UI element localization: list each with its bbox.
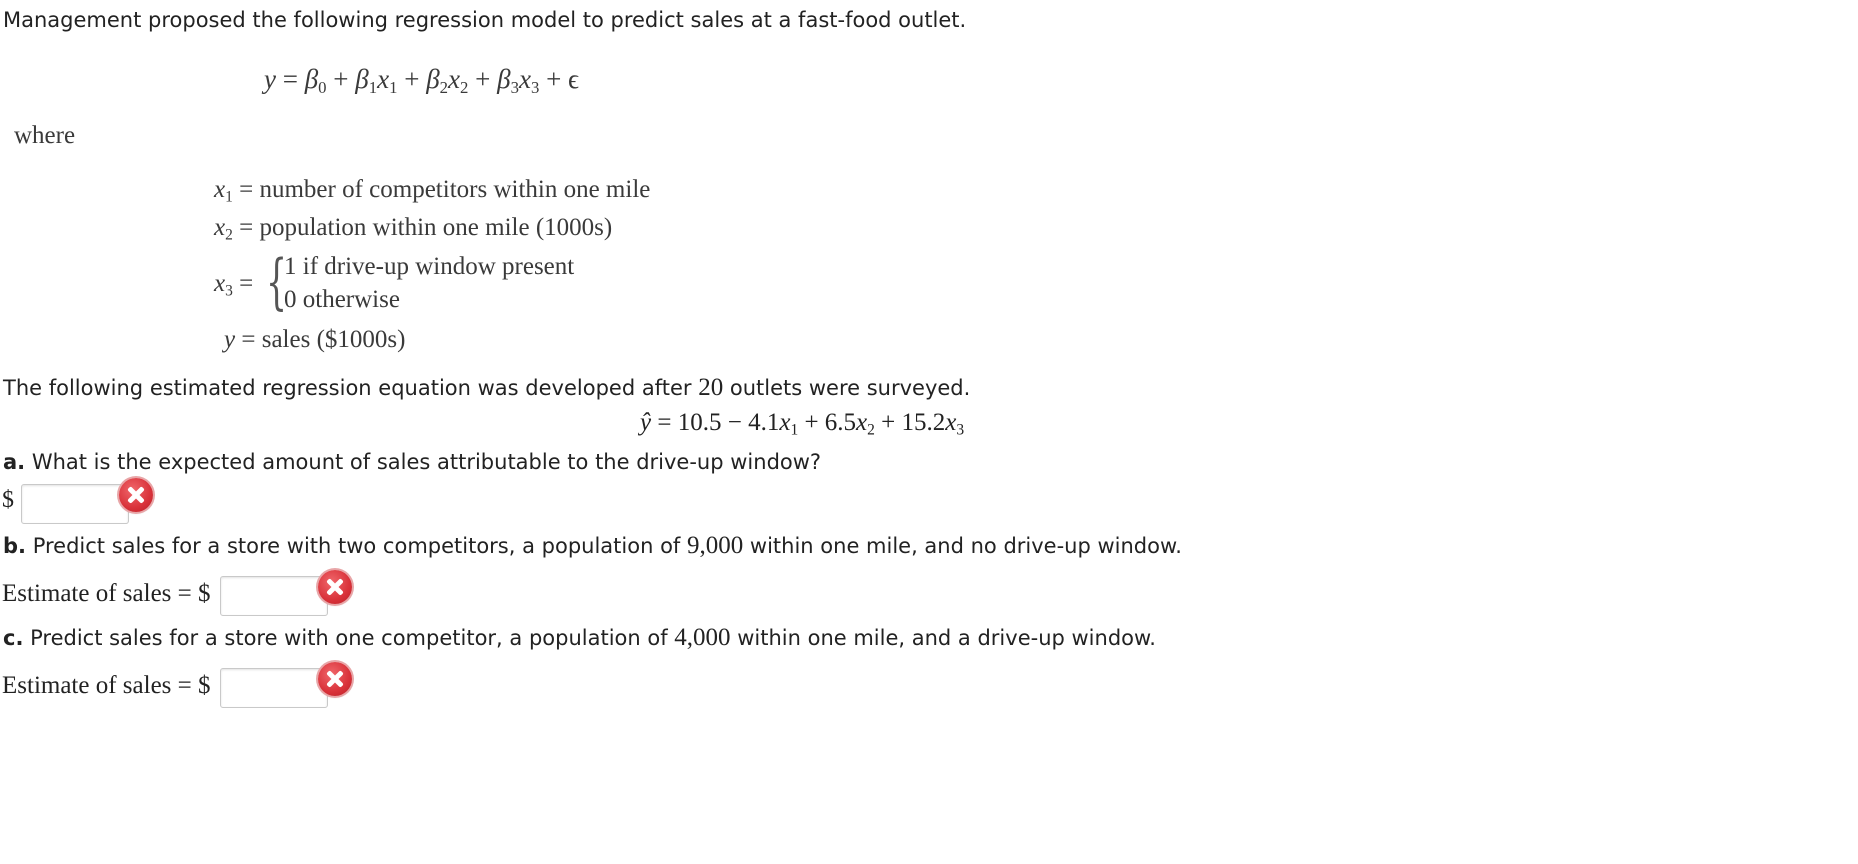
model-x1-sub: 1 xyxy=(389,78,398,98)
def-x3-sub: 3 xyxy=(225,282,233,300)
where-label: where xyxy=(14,122,76,149)
model-beta0: β xyxy=(304,64,319,94)
incorrect-x-icon xyxy=(318,570,352,604)
part-a-question xyxy=(3,450,821,474)
model-beta3: β xyxy=(497,64,511,94)
part-b-estimate-label: Estimate of sales xyxy=(2,580,172,607)
part-c-currency: $ xyxy=(198,672,211,699)
part-a-text: What is the expected amount of sales attributable to the drive-up window? xyxy=(25,450,822,474)
estimated-text-before: The following estimated regression equation was developed after xyxy=(3,376,699,400)
est-plus2: + xyxy=(881,409,896,436)
model-y: y xyxy=(264,64,276,94)
def-x1-eq: = xyxy=(239,176,254,203)
model-plus: + xyxy=(404,64,420,94)
def-x1-var: x xyxy=(214,176,226,203)
model-beta3-sub: 3 xyxy=(510,78,519,98)
def-x3-var: x xyxy=(214,270,226,297)
part-a-currency: $ xyxy=(2,487,14,513)
def-x2-var: x xyxy=(214,214,226,241)
est-c0: 10.5 xyxy=(677,409,722,436)
est-x3: x xyxy=(945,409,957,436)
definition-y xyxy=(224,326,405,354)
estimated-n: 20 xyxy=(698,374,724,401)
est-c1: 4.1 xyxy=(748,409,780,436)
part-c-text2: within one mile, and a drive-up window. xyxy=(730,626,1156,650)
def-y-var: y xyxy=(224,326,236,353)
incorrect-x-icon xyxy=(318,662,352,696)
model-x1: x xyxy=(377,64,390,94)
model-plus: + xyxy=(333,64,349,94)
est-x1-sub: 1 xyxy=(790,421,799,439)
part-b-answer-input[interactable] xyxy=(220,576,328,616)
model-beta2: β xyxy=(426,64,440,94)
definition-x1 xyxy=(214,176,650,204)
model-equals: = xyxy=(282,64,298,94)
definition-x2 xyxy=(214,214,612,242)
est-x2-sub: 2 xyxy=(867,421,875,439)
part-a-answer-input[interactable] xyxy=(21,484,129,524)
estimated-equation xyxy=(640,409,964,437)
left-brace-icon: { xyxy=(266,247,288,317)
def-x2-text: population within one mile (1000s) xyxy=(259,214,613,241)
incorrect-x-icon xyxy=(119,478,153,512)
model-x2-sub: 2 xyxy=(460,78,469,98)
est-x1: x xyxy=(779,409,791,436)
model-plus: + xyxy=(475,64,491,94)
model-beta1-sub: 1 xyxy=(368,78,378,98)
part-c-label: c. xyxy=(3,626,24,650)
model-equation xyxy=(264,64,579,98)
estimated-sentence xyxy=(3,374,970,402)
part-b-label: b. xyxy=(3,534,27,558)
part-b-currency: $ xyxy=(198,580,211,607)
model-epsilon: ϵ xyxy=(568,64,579,94)
est-eq: = xyxy=(657,409,672,436)
est-minus: − xyxy=(727,409,742,436)
part-a-label: a. xyxy=(3,450,26,474)
def-x3-case2: 0 otherwise xyxy=(284,286,400,313)
est-c2: 6.5 xyxy=(824,409,857,436)
part-b-population: 9,000 xyxy=(686,532,744,559)
estimated-text-after: outlets were surveyed. xyxy=(723,376,971,400)
def-x2-sub: 2 xyxy=(225,226,233,244)
model-x3-sub: 3 xyxy=(530,78,540,98)
part-c-estimate-row xyxy=(2,672,211,700)
def-x3-case1: 1 if drive-up window present xyxy=(284,253,575,280)
part-b-question xyxy=(3,532,1182,560)
def-x3-eq: = xyxy=(239,270,254,297)
def-x2-eq: = xyxy=(239,214,254,241)
est-yhat: ŷ xyxy=(640,409,652,436)
part-b-eq: = xyxy=(177,580,192,607)
model-beta2-sub: 2 xyxy=(439,78,449,98)
part-b-text1: Predict sales for a store with two competitors, a population of xyxy=(26,534,687,558)
part-b-text2: within one mile, and no drive-up window. xyxy=(743,534,1182,558)
est-c3: 15.2 xyxy=(901,409,946,436)
est-x2: x xyxy=(856,409,868,436)
est-x3-sub: 3 xyxy=(956,421,965,439)
part-b-estimate-row xyxy=(2,580,211,608)
definition-x3 xyxy=(214,270,253,298)
model-beta0-sub: 0 xyxy=(318,78,327,98)
def-y-eq: = xyxy=(241,326,256,353)
part-c-answer-input[interactable] xyxy=(220,668,328,708)
def-y-text: sales ($1000s) xyxy=(261,326,406,353)
model-beta1: β xyxy=(355,64,369,94)
model-x2: x xyxy=(448,64,461,94)
part-c-population: 4,000 xyxy=(674,624,731,651)
intro-text: Management proposed the following regression model to predict sales at a fast-food outlet. xyxy=(3,8,967,32)
def-x1-sub: 1 xyxy=(225,188,233,206)
part-c-eq: = xyxy=(177,672,192,699)
part-c-question xyxy=(3,624,1156,652)
def-x1-text: number of competitors within one mile xyxy=(259,176,651,203)
est-plus1: + xyxy=(804,409,819,436)
part-c-estimate-label: Estimate of sales xyxy=(2,672,172,699)
model-plus: + xyxy=(546,64,562,94)
part-c-text1: Predict sales for a store with one competitor, a population of xyxy=(23,626,675,650)
model-x3: x xyxy=(518,64,531,94)
